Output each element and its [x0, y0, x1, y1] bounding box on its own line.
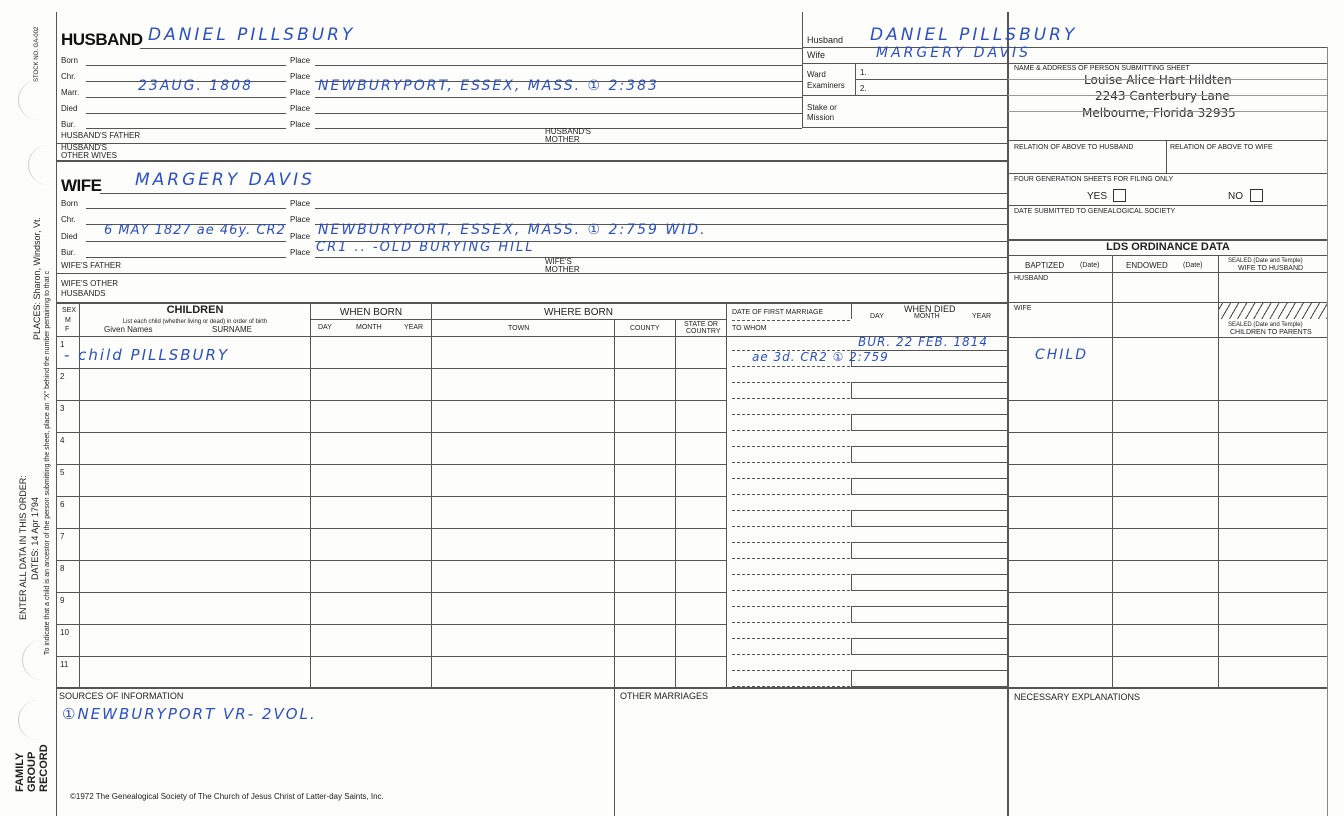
town-label: TOWN	[508, 325, 530, 332]
husband-died-label: Died	[61, 104, 78, 113]
endowed-date-label: (Date)	[1183, 262, 1203, 269]
dates-note: DATES: 14 Apr 1794	[30, 497, 40, 580]
died-month-label: MONTH	[914, 313, 940, 320]
submitter-line1[interactable]: Louise Alice Hart Hildten	[1084, 73, 1232, 87]
place-label: Place	[290, 232, 311, 241]
wife-died-date[interactable]: 6 MAY 1827 ae 46y. CR2	[104, 223, 286, 238]
four-gen-label: FOUR GENERATION SHEETS FOR FILING ONLY	[1014, 176, 1174, 183]
submitter-line3[interactable]: Melbourne, Florida 32935	[1082, 106, 1236, 120]
ward-label: Ward	[807, 70, 826, 79]
husband-mother-label: HUSBAND'S	[545, 127, 591, 136]
binder-hole	[22, 640, 43, 680]
child-row-number: 8	[60, 564, 65, 573]
wife-bur-place[interactable]: CR1 .. -OLD BURYING HILL	[316, 240, 535, 255]
binder-hole	[18, 700, 39, 740]
baptized-date-label: (Date)	[1080, 262, 1100, 269]
tr-wife-label: Wife	[807, 50, 825, 60]
wife-bur-label: Bur.	[61, 248, 76, 257]
lds-child1-note[interactable]: CHILD	[1035, 347, 1089, 363]
husband-father-label: HUSBAND'S FATHER	[61, 131, 141, 140]
sex-f-label: F	[65, 326, 70, 333]
died-year-label: YEAR	[972, 313, 992, 320]
when-born-label: WHEN BORN	[339, 307, 403, 318]
wife-other-husbands-label: WIFE'S OTHER	[61, 279, 119, 288]
where-born-label: WHERE BORN	[544, 307, 613, 318]
husband-name[interactable]: DANIEL PILLSBURY	[148, 25, 356, 45]
binder-hole	[18, 80, 39, 120]
husband-other-wives-label: HUSBAND'S	[61, 143, 107, 152]
examiners-label: Examiners	[807, 81, 845, 90]
date-submitted-label: DATE SUBMITTED TO GENEALOGICAL SOCIETY	[1014, 208, 1176, 215]
sealed-child-label-2: CHILDREN TO PARENTS	[1230, 329, 1312, 336]
born-year-label: YEAR	[404, 324, 424, 331]
husband-mother-label-2: MOTHER	[545, 135, 580, 144]
frame-right	[1007, 12, 1009, 816]
given-names-label: Given Names	[104, 325, 153, 334]
sex-label: SEX	[62, 307, 77, 314]
sealed-wife-label-2: WIFE TO HUSBAND	[1238, 265, 1304, 272]
endowed-label: ENDOWED	[1126, 261, 1168, 270]
places-note: PLACES: Sharon, Windsor, Vt.	[32, 216, 42, 340]
no-label: NO	[1228, 191, 1243, 202]
place-label: Place	[290, 120, 311, 129]
place-label: Place	[290, 88, 311, 97]
husband-marr-date[interactable]: 23AUG. 1808	[138, 78, 254, 94]
lds-wife-row: WIFE	[1014, 305, 1032, 312]
place-label: Place	[290, 248, 311, 257]
frame-left	[56, 12, 57, 816]
hatched-cell	[1219, 303, 1327, 319]
wife-mother-label-2: MOTHER	[545, 265, 580, 274]
place-label: Place	[290, 104, 311, 113]
examiner-2: 2.	[860, 84, 867, 93]
child1-name[interactable]: - child PILLSBURY	[64, 346, 230, 364]
wife-died-place[interactable]: NEWBURYPORT, ESSEX, MASS. ① 2:759 WID.	[318, 222, 707, 238]
husband-marr-place[interactable]: NEWBURYPORT, ESSEX, MASS. ① 2:383	[318, 78, 659, 94]
relation-husband-label: RELATION OF ABOVE TO HUSBAND	[1014, 144, 1134, 151]
child-row-number: 6	[60, 500, 65, 509]
child1-died-1[interactable]: BUR. 22 FEB. 1814	[858, 335, 988, 349]
wife-mother-label: WIFE'S	[545, 257, 572, 266]
place-label: Place	[290, 72, 311, 81]
wife-born-label: Born	[61, 199, 78, 208]
child-row-number: 9	[60, 596, 65, 605]
surname-label: SURNAME	[212, 325, 253, 334]
child-row-number: 3	[60, 404, 65, 413]
child-row-number: 11	[60, 660, 69, 669]
lds-title: LDS ORDINANCE DATA	[1106, 241, 1230, 253]
table-row	[56, 592, 726, 593]
to-whom-label: TO WHOM	[732, 325, 767, 332]
born-day-label: DAY	[318, 324, 332, 331]
place-label: Place	[290, 215, 311, 224]
husband-heading: HUSBAND	[61, 30, 143, 49]
table-row	[56, 464, 726, 465]
enter-data-note: ENTER ALL DATA IN THIS ORDER:	[18, 475, 28, 620]
examiner-1: 1.	[860, 68, 867, 77]
sex-m-label: M	[65, 317, 71, 324]
explanations-label: NECESSARY EXPLANATIONS	[1014, 692, 1141, 702]
husband-chr-label: Chr.	[61, 72, 76, 81]
born-month-label: MONTH	[356, 324, 382, 331]
table-row	[56, 368, 726, 369]
wife-died-label: Died	[61, 232, 78, 241]
husband-bur-label: Bur.	[61, 120, 76, 129]
child-row-number: 7	[60, 532, 65, 541]
wife-chr-label: Chr.	[61, 215, 76, 224]
mission-label: Mission	[807, 113, 835, 122]
wife-father-label: WIFE'S FATHER	[61, 261, 122, 270]
relation-wife-label: RELATION OF ABOVE TO WIFE	[1170, 144, 1273, 151]
yes-checkbox[interactable]	[1113, 189, 1126, 202]
child-row-number: 5	[60, 468, 65, 477]
child-row-number: 1	[60, 340, 65, 349]
husband-born-label: Born	[61, 56, 78, 65]
binder-hole	[28, 145, 49, 185]
stock-number: STOCK NO. GA-002	[34, 26, 40, 82]
table-row	[56, 496, 726, 497]
table-row	[56, 656, 726, 657]
children-heading: CHILDREN	[166, 304, 224, 316]
form-title-group: GROUP	[26, 751, 38, 792]
indicate-ancestor-note: To indicate that a child is an ancestor of the person submitting the sheet, place an "X" behind the number pertaining to that c	[44, 271, 51, 655]
yes-label: YES	[1087, 191, 1108, 202]
first-marriage-label: DATE OF FIRST MARRIAGE	[732, 309, 824, 316]
submitter-label: NAME & ADDRESS OF PERSON SUBMITTING SHEET	[1014, 65, 1190, 72]
tr-wife-value[interactable]: MARGERY DAVIS	[876, 45, 1032, 61]
child-row-number: 2	[60, 372, 65, 381]
sources-value[interactable]: ①NEWBURYPORT VR- 2VOL.	[62, 705, 317, 723]
table-row	[56, 400, 726, 401]
sealed-child-label: SEALED (Date and Temple)	[1228, 322, 1303, 328]
table-row	[56, 528, 726, 529]
stake-label: Stake or	[807, 103, 837, 112]
tr-husband-value[interactable]: DANIEL PILLSBURY	[870, 25, 1078, 45]
state-label: STATE OR	[684, 321, 718, 328]
form-title-family: FAMILY	[14, 752, 26, 792]
submitter-line2[interactable]: 2243 Canterbury Lane	[1095, 89, 1230, 103]
when-died-label: WHEN DIED	[904, 304, 956, 314]
child-row-number: 4	[60, 436, 65, 445]
sealed-wife-label: SEALED (Date and Temple)	[1228, 258, 1303, 264]
husband-marr-label: Marr.	[61, 88, 80, 97]
place-label: Place	[290, 199, 311, 208]
other-marriages-label: OTHER MARRIAGES	[620, 691, 709, 701]
husband-other-wives-label-2: OTHER WIVES	[61, 151, 118, 160]
child1-died-2[interactable]: ae 3d. CR2 ① 2:759	[752, 350, 889, 364]
wife-name[interactable]: MARGERY DAVIS	[135, 170, 315, 190]
frame-mid	[802, 12, 803, 127]
wife-other-husbands-label-2: HUSBANDS	[61, 289, 106, 298]
child-row-number: 10	[60, 628, 69, 637]
table-row	[56, 624, 726, 625]
children-sub: List each child (whether living or dead) in order of birth	[122, 319, 268, 325]
lds-husband-row: HUSBAND	[1014, 275, 1049, 282]
form-title-record: RECORD	[38, 744, 50, 792]
died-day-label: DAY	[870, 313, 884, 320]
tr-husband-label: Husband	[807, 35, 844, 45]
sources-label: SOURCES OF INFORMATION	[59, 691, 184, 701]
county-label: COUNTY	[630, 325, 660, 332]
wife-heading: WIFE	[61, 176, 102, 195]
no-checkbox[interactable]	[1250, 189, 1263, 202]
place-label: Place	[290, 56, 311, 65]
table-row	[56, 560, 726, 561]
baptized-label: BAPTIZED	[1025, 261, 1065, 270]
country-label: COUNTRY	[686, 328, 721, 335]
table-row	[56, 432, 726, 433]
copyright: ©1972 The Genealogical Society of The Church of Jesus Christ of Latter-day Saints, Inc.	[70, 792, 384, 801]
